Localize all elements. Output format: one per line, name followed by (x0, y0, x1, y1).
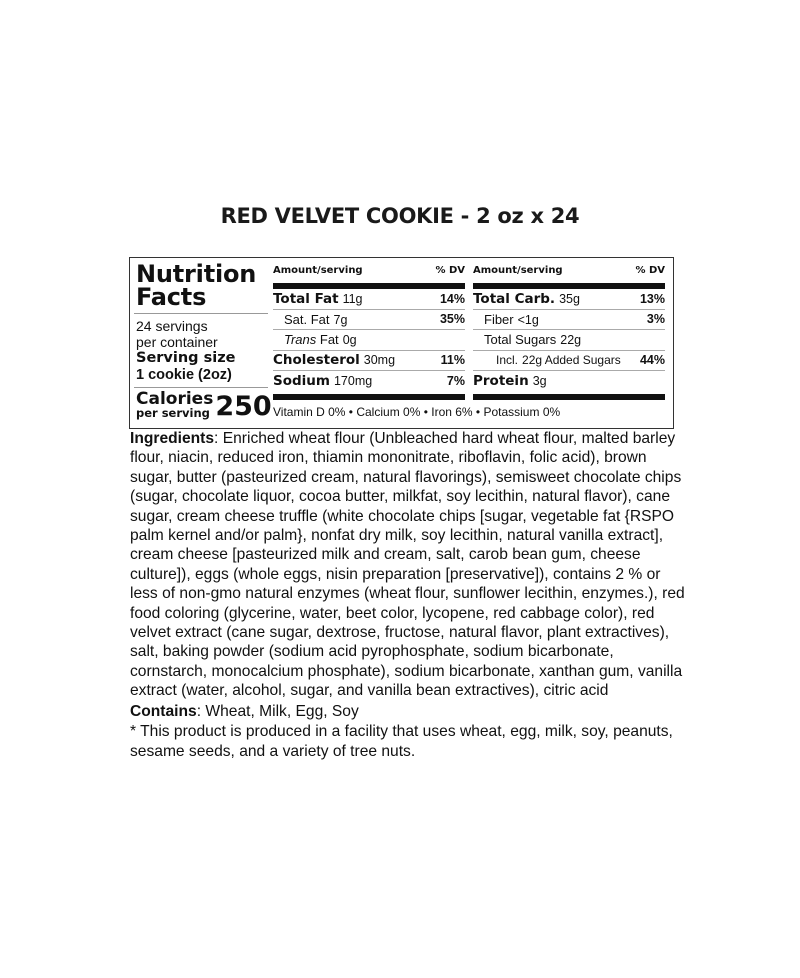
nutrient-amount: 0g (342, 333, 357, 348)
nutrient-row-cholesterol (273, 351, 465, 372)
nutrient-amount: 3g (532, 374, 547, 389)
nutrient-row-sat-fat (273, 310, 465, 331)
nutrient-dv: 3% (646, 312, 665, 327)
ingredients-label: Ingredients (130, 430, 215, 447)
contains-text: : Wheat, Milk, Egg, Soy (196, 702, 359, 720)
nutrient-column-right (473, 264, 665, 400)
nutrition-facts-panel (129, 257, 674, 429)
dv-header: % DV (635, 265, 665, 276)
nutrient-amount: 22g (560, 333, 582, 348)
calories-label: Calories (136, 389, 214, 409)
serving-size-value: 1 cookie (2oz) (136, 367, 232, 383)
allergens-paragraph (130, 702, 690, 721)
amount-header: Amount/serving (273, 265, 363, 276)
nutrient-row-protein (473, 371, 665, 392)
calories-block (136, 389, 272, 422)
column-header (273, 264, 465, 278)
nutrition-summary (136, 258, 272, 428)
nutrient-label: Cholesterol (273, 352, 360, 369)
nutrient-label: Total Fat (273, 290, 339, 307)
thick-rule (273, 394, 465, 400)
divider (134, 313, 268, 314)
nutrient-column-left (273, 264, 465, 400)
amount-header: Amount/serving (473, 265, 563, 276)
ingredients-section (130, 429, 690, 761)
dv-header: % DV (435, 265, 465, 276)
nutrient-row-total-carb (473, 289, 665, 310)
product-title: RED VELVET COOKIE - 2 oz x 24 (220, 204, 580, 228)
nutrient-row-total-fat (273, 289, 465, 310)
nutrient-row-sodium (273, 371, 465, 392)
nutrient-dv: 35% (439, 312, 465, 327)
thick-rule (473, 394, 665, 400)
column-header (473, 264, 665, 278)
nutrient-label: Fiber (484, 311, 514, 327)
nutrient-dv: 7% (446, 374, 465, 389)
nutrient-amount: 170mg (333, 374, 373, 389)
nutrient-row-fiber (473, 310, 665, 331)
nutrient-amount: 22g Added Sugars (522, 353, 621, 368)
nutrient-row-trans-fat (273, 330, 465, 351)
nutrient-amount: 11g (342, 291, 363, 306)
nutrient-label: Sodium (273, 373, 330, 390)
nutrient-row-added-sugars (473, 351, 665, 372)
servings-per-container (136, 318, 266, 350)
nutrition-facts-heading (136, 260, 266, 311)
calories-sublabel: per serving (136, 406, 210, 420)
nutrient-dv: 13% (639, 291, 665, 306)
servings-count: 24 servings (136, 318, 208, 334)
divider (134, 387, 268, 388)
calories-value: 250 (215, 391, 272, 422)
nutrient-amount: 7g (333, 312, 348, 327)
nutrient-amount: 30mg (363, 353, 396, 368)
nutrient-dv: 44% (639, 353, 665, 368)
servings-unit: per container (136, 334, 218, 350)
nutrient-amount: <1g (517, 312, 539, 327)
vitamins-minerals: Vitamin D 0% • Calcium 0% • Iron 6% • Potassium 0% (273, 405, 561, 419)
nutrient-amount: 35g (559, 291, 580, 306)
nutrient-dv: 14% (439, 291, 465, 306)
heading-line-1: Nutrition (136, 260, 257, 288)
nutrient-label: Protein (473, 373, 529, 390)
serving-size-label: Serving size (136, 350, 236, 366)
nutrient-label: Incl. (496, 353, 519, 368)
ingredients-paragraph (130, 429, 690, 701)
nutrient-label-italic: Trans (284, 332, 317, 348)
facility-note: * This product is produced in a facility that uses wheat, egg, milk, soy, peanuts, sesame seeds, and a variety of tree nuts. (130, 723, 673, 760)
heading-line-2: Facts (136, 283, 207, 311)
nutrient-label: Total Carb. (473, 290, 556, 307)
nutrient-label: Total Sugars (484, 332, 557, 348)
nutrient-dv: 11% (440, 353, 465, 368)
nutrient-row-total-sugars (473, 330, 665, 351)
nutrient-label: Sat. Fat (284, 311, 330, 327)
nutrient-label: Fat (319, 332, 339, 348)
contains-label: Contains (130, 702, 197, 720)
ingredients-text: : Enriched wheat flour (Unbleached hard wheat flour, malted barley flour, niacin, reduced iron, thiamin mononitrate, riboflavin, folic acid), brown sugar, butter (pasteurized cream, natural flavorings), semisweet chocolate chips (sugar, chocolate liquor, cocoa butter, milkfat, soy lecithin, natural flavor), cane sugar, cream cheese truffle (white chocolate chips [sugar, vegetable fat {RSPO palm kernel and/or palm}, nonfat dry milk, soy lecithin, natural vanilla extract], cream cheese [pasteurized milk and cream, salt, carob bean gum, cheese culture]), eggs (whole eggs, nisin preparation [preservative]), contains 2 % or less of non-gmo natural enzymes (wheat flour, sunflower lecithin, enzymes.), red food coloring (glycerine, water, beet color, lycopene, red cabbage color), red velvet extract (cane sugar, dextrose, fructose, natural flavor, plant extractives), salt, baking powder (sodium acid pyrophosphate, sodium bicarbonate, cornstarch, monocalcium phosphate), sodium bicarbonate, xanthan gum, vanilla extract (water, alcohol, sugar, and vanilla bean extractives), citric acid (130, 430, 685, 700)
